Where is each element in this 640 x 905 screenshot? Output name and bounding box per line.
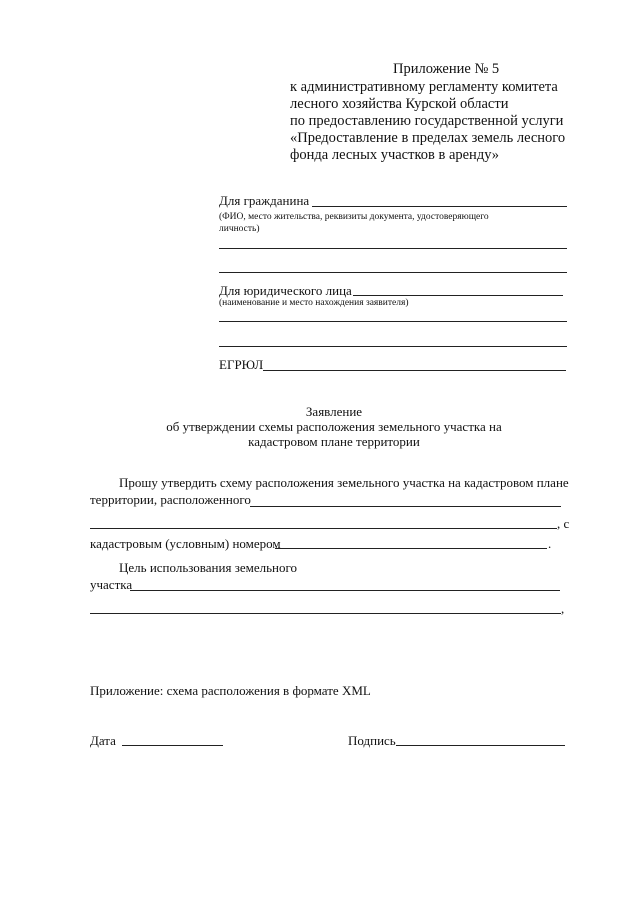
legal-entity-line-2[interactable] — [219, 321, 567, 322]
cadastral-period: . — [548, 536, 552, 551]
appendix-number: Приложение № 5 — [393, 61, 500, 77]
citizen-name-line[interactable] — [312, 206, 567, 207]
legal-entity-hint: (наименование и место нахождения заявителя) — [219, 298, 409, 308]
comma-with-text: , с — [557, 516, 570, 531]
appendix-line-4: «Предоставление в пределах земель лесного — [290, 130, 566, 146]
request-text-line-2: территории, расположенного — [90, 492, 251, 507]
purpose-label-2: участка — [90, 577, 133, 592]
purpose-label-1: Цель использования земельного — [119, 560, 297, 575]
legal-entity-line-3[interactable] — [219, 346, 567, 347]
purpose-line-2[interactable] — [90, 613, 561, 614]
application-title-line-1: об утверждении схемы расположения земельного участка на — [166, 419, 502, 434]
application-title-line-2: кадастровом плане территории — [248, 434, 420, 449]
citizen-line-3[interactable] — [219, 272, 567, 273]
citizen-line-2[interactable] — [219, 248, 567, 249]
application-heading: Заявление — [305, 404, 363, 419]
date-line[interactable] — [122, 745, 223, 746]
appendix-line-5: фонда лесных участков в аренду» — [290, 147, 500, 163]
location-line-2[interactable] — [90, 528, 557, 529]
purpose-line-1[interactable] — [130, 590, 560, 591]
citizen-hint-1: (ФИО, место жительства, реквизиты документа, удостоверяющего — [219, 212, 489, 222]
signature-line[interactable] — [396, 745, 565, 746]
attachment-text: Приложение: схема расположения в формате XML — [90, 683, 371, 698]
appendix-line-3: по предоставлению государственной услуги — [290, 113, 564, 129]
egrul-label: ЕГРЮЛ — [219, 357, 264, 372]
egrul-line[interactable] — [263, 370, 566, 371]
citizen-hint-2: личность) — [219, 224, 260, 234]
location-line-1[interactable] — [250, 506, 561, 507]
date-label: Дата — [90, 733, 116, 748]
signature-label: Подпись — [348, 733, 396, 748]
legal-entity-label: Для юридического лица — [219, 283, 352, 298]
cadastral-number-line[interactable] — [275, 548, 547, 549]
cadastral-number-label: кадастровым (условным) номером — [90, 536, 281, 551]
request-text-line-1: Прошу утвердить схему расположения земельного участка на кадастровом плане — [119, 475, 569, 490]
appendix-line-2: лесного хозяйства Курской области — [290, 96, 509, 112]
appendix-line-1: к административному регламенту комитета — [290, 79, 558, 95]
purpose-comma: , — [561, 601, 565, 616]
citizen-label: Для гражданина — [219, 193, 310, 208]
legal-entity-line[interactable] — [353, 295, 563, 296]
